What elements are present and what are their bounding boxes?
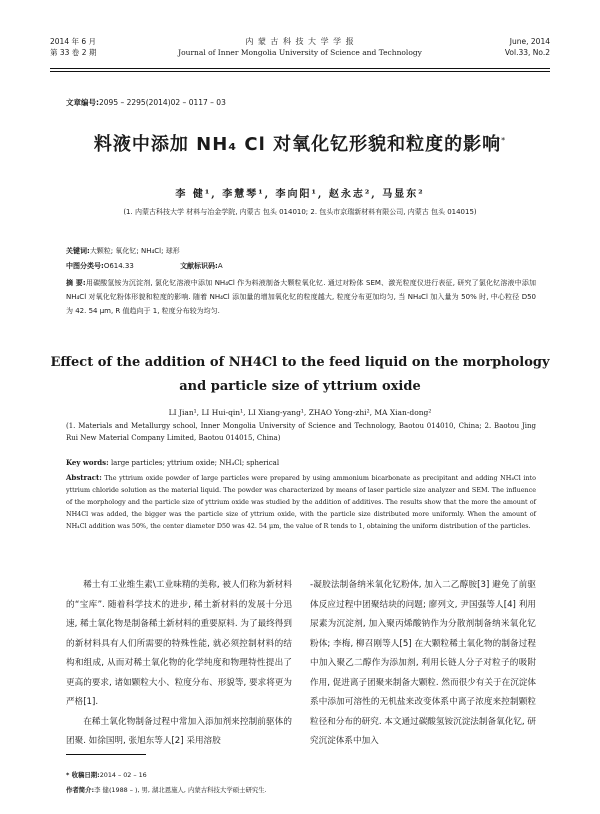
footnote-rule [66,754,146,755]
abstract-chinese [66,276,536,318]
footnote-author-bio [66,785,267,794]
title-english [0,351,600,399]
journal-name [50,36,550,58]
header-rule-thick [50,68,550,69]
clc-number [66,262,156,270]
article-number-label: 文章编号: [66,98,99,107]
authors-chinese: 李 健¹, 李慧琴¹, 李向阳¹, 赵永志², 马显东² [175,189,425,200]
body-paragraph: 在稀土氧化物制备过程中常加入添加剂来控制前驱体的团聚. 如徐国明, 张旭东等人[2] 采用溶胶 [66,716,292,746]
volume-issue-cn: 第 33 卷 2 期 [50,48,97,57]
keywords-english-label: Key words: [66,458,109,467]
document-code-label: 文献标识码: [180,262,218,270]
title-footnote-mark: * [501,136,507,145]
authors-english: LI Jian¹, LI Hui-qin¹, LI Xiang-yang¹, ZHAO Yong-zhi², MA Xian-dong² [168,408,432,417]
title-chinese-text: 料液中添加 NH₄ Cl 对氧化钇形貌和粒度的影响 [93,134,502,155]
keywords-chinese [66,246,180,256]
keywords-chinese-value: 大颗粒; 氧化钇; NH₄Cl; 球形 [89,247,180,255]
issue-date-en: June, 2014 [509,37,550,46]
journal-name-cn: 内 蒙 古 科 技 大 学 学 报 [245,37,355,46]
abstract-chinese-label: 摘 要: [66,279,86,287]
classification-chinese [66,261,536,271]
footnote-received [66,770,147,779]
issue-date-cn: 2014 年 6 月 [50,37,97,46]
affiliation-chinese: (1. 内蒙古科技大学 材料与冶金学院, 内蒙古 包头 014010; 2. 包头市京瑞新材料有限公司, 内蒙古 包头 014015) [123,208,477,216]
body-column-right [310,576,536,752]
article-number-value: 2095 – 2295(2014)02 – 0117 – 03 [99,98,226,107]
abstract-english-label: Abstract: [66,473,102,482]
running-header [50,36,550,66]
abstract-english [66,472,536,532]
body-column-left [66,576,292,752]
affiliation-english: (1. Materials and Metallurgy school, Inner Mongolia University of Science and Technology, Baotou 014010, China; 2. Baotou Jing Rui New Material Company Limited, Baotou 014015, China) [66,422,536,442]
document-code-value: A [217,262,223,270]
journal-name-en: Journal of Inner Mongolia University of Science and Technology [178,48,422,57]
author-bio-value: 李 健(1988 – ), 男, 湖北恩施人, 内蒙古科技大学硕士研究生. [94,786,267,794]
received-value: 2014 – 02 – 16 [99,771,147,779]
title-english-line1: Effect of the addition of NH4Cl to the feed liquid on the morphology [50,355,550,370]
body-paragraph: -凝胶法制备纳米氧化钇粉体, 加入二乙醇胺[3] 避免了前驱体反应过程中团聚结块的问题; 廖列文, 尹国强等人[4] 利用尿素为沉淀剂, 加入聚丙烯酸钠作为分散剂制备纳米氧化钇粉体; 李梅, 柳召刚等人[5] 在大颗粒稀土氧化物的制备过程中加入聚乙二醇作为添加剂, 利用长链人分子对粒子的吸附作用, 促进离子团聚来制备大颗粒. 然而很少有关于在沉淀体系中添加可溶性的无机盐来改变体系中离子浓度来控制颗粒粒径和分布的研究. 本文通过碳酸氢铵沉淀法制备氧化钇, 研究沉淀体系中加入 [310,580,536,746]
keywords-english [66,458,536,467]
keywords-english-value: large particles; yttrium oxide; NH₄Cl; spherical [110,459,280,467]
clc-label: 中图分类号: [66,262,104,270]
article-number [66,97,226,108]
clc-value: O614.33 [103,262,134,270]
header-rule-thin [50,71,550,72]
keywords-chinese-label: 关键词: [66,247,90,255]
abstract-chinese-text: 用碳酸氢铵为沉淀剂, 氯化钇溶液中添加 NH₄Cl 作为料液制备大颗粒氧化钇. 通过对粉体 SEM、激光粒度仪进行表征, 研究了氯化钇溶液中添加 NH₄Cl 对氧化钇粉体形貌和粒度的影响. 随着 NH₄Cl 添加量的增加氧化钇的粒度越大, 粒度分布更加均匀, 当 NH₄Cl 加入量为 50% 时, 中心粒径 D50 为 42. 54 μm, R 值趋向于 1, 粒度分布较为均匀. [66,279,536,315]
author-bio-label: 作者简介: [66,786,95,794]
document-code [180,262,245,270]
title-english-line2: and particle size of yttrium oxide [179,379,421,394]
volume-issue-en: Vol.33, No.2 [504,48,550,57]
title-chinese [0,130,600,156]
received-label: * 收稿日期: [66,771,100,779]
issue-date-volume-en [505,36,550,58]
abstract-english-text: The yttrium oxide powder of large particles were prepared by using ammonium bicarbonate as precipitant and adding NH₄Cl into yttrium chloride solution as the material liquid. The powder was characterized by means of laser particle size analyzer and SEM. The influence of the morphology and the particle size of yttrium oxide was studied by the addition of additives. The results show that the more the amount of NH4Cl was added, the bigger was the particle size of yttrium oxide, with the particle size distributed more uniformly. When the amount of NH₄Cl addition was 50%, the center diameter D50 was 42. 54 μm, the value of R tends to 1, obtaining the uniform distribution of the particles. [66,474,536,530]
body-paragraph: 稀土有工业维生素\工业味精的美称, 被人们称为新材料的“宝库”. 随着科学技术的进步, 稀土新材料的发展十分迅速, 稀土氧化物是制备稀土新材料的重要原料. 为了最终得到的新材料具有人们所需要的特殊性能, 就必须控制材料的结构和组成, 从而对稀土氧化物的化学纯度和物理特性提出了更高的要求, 诸如颗粒大小、粒度分布、形貌等, 要求将更为严格[1]. [66,580,292,707]
